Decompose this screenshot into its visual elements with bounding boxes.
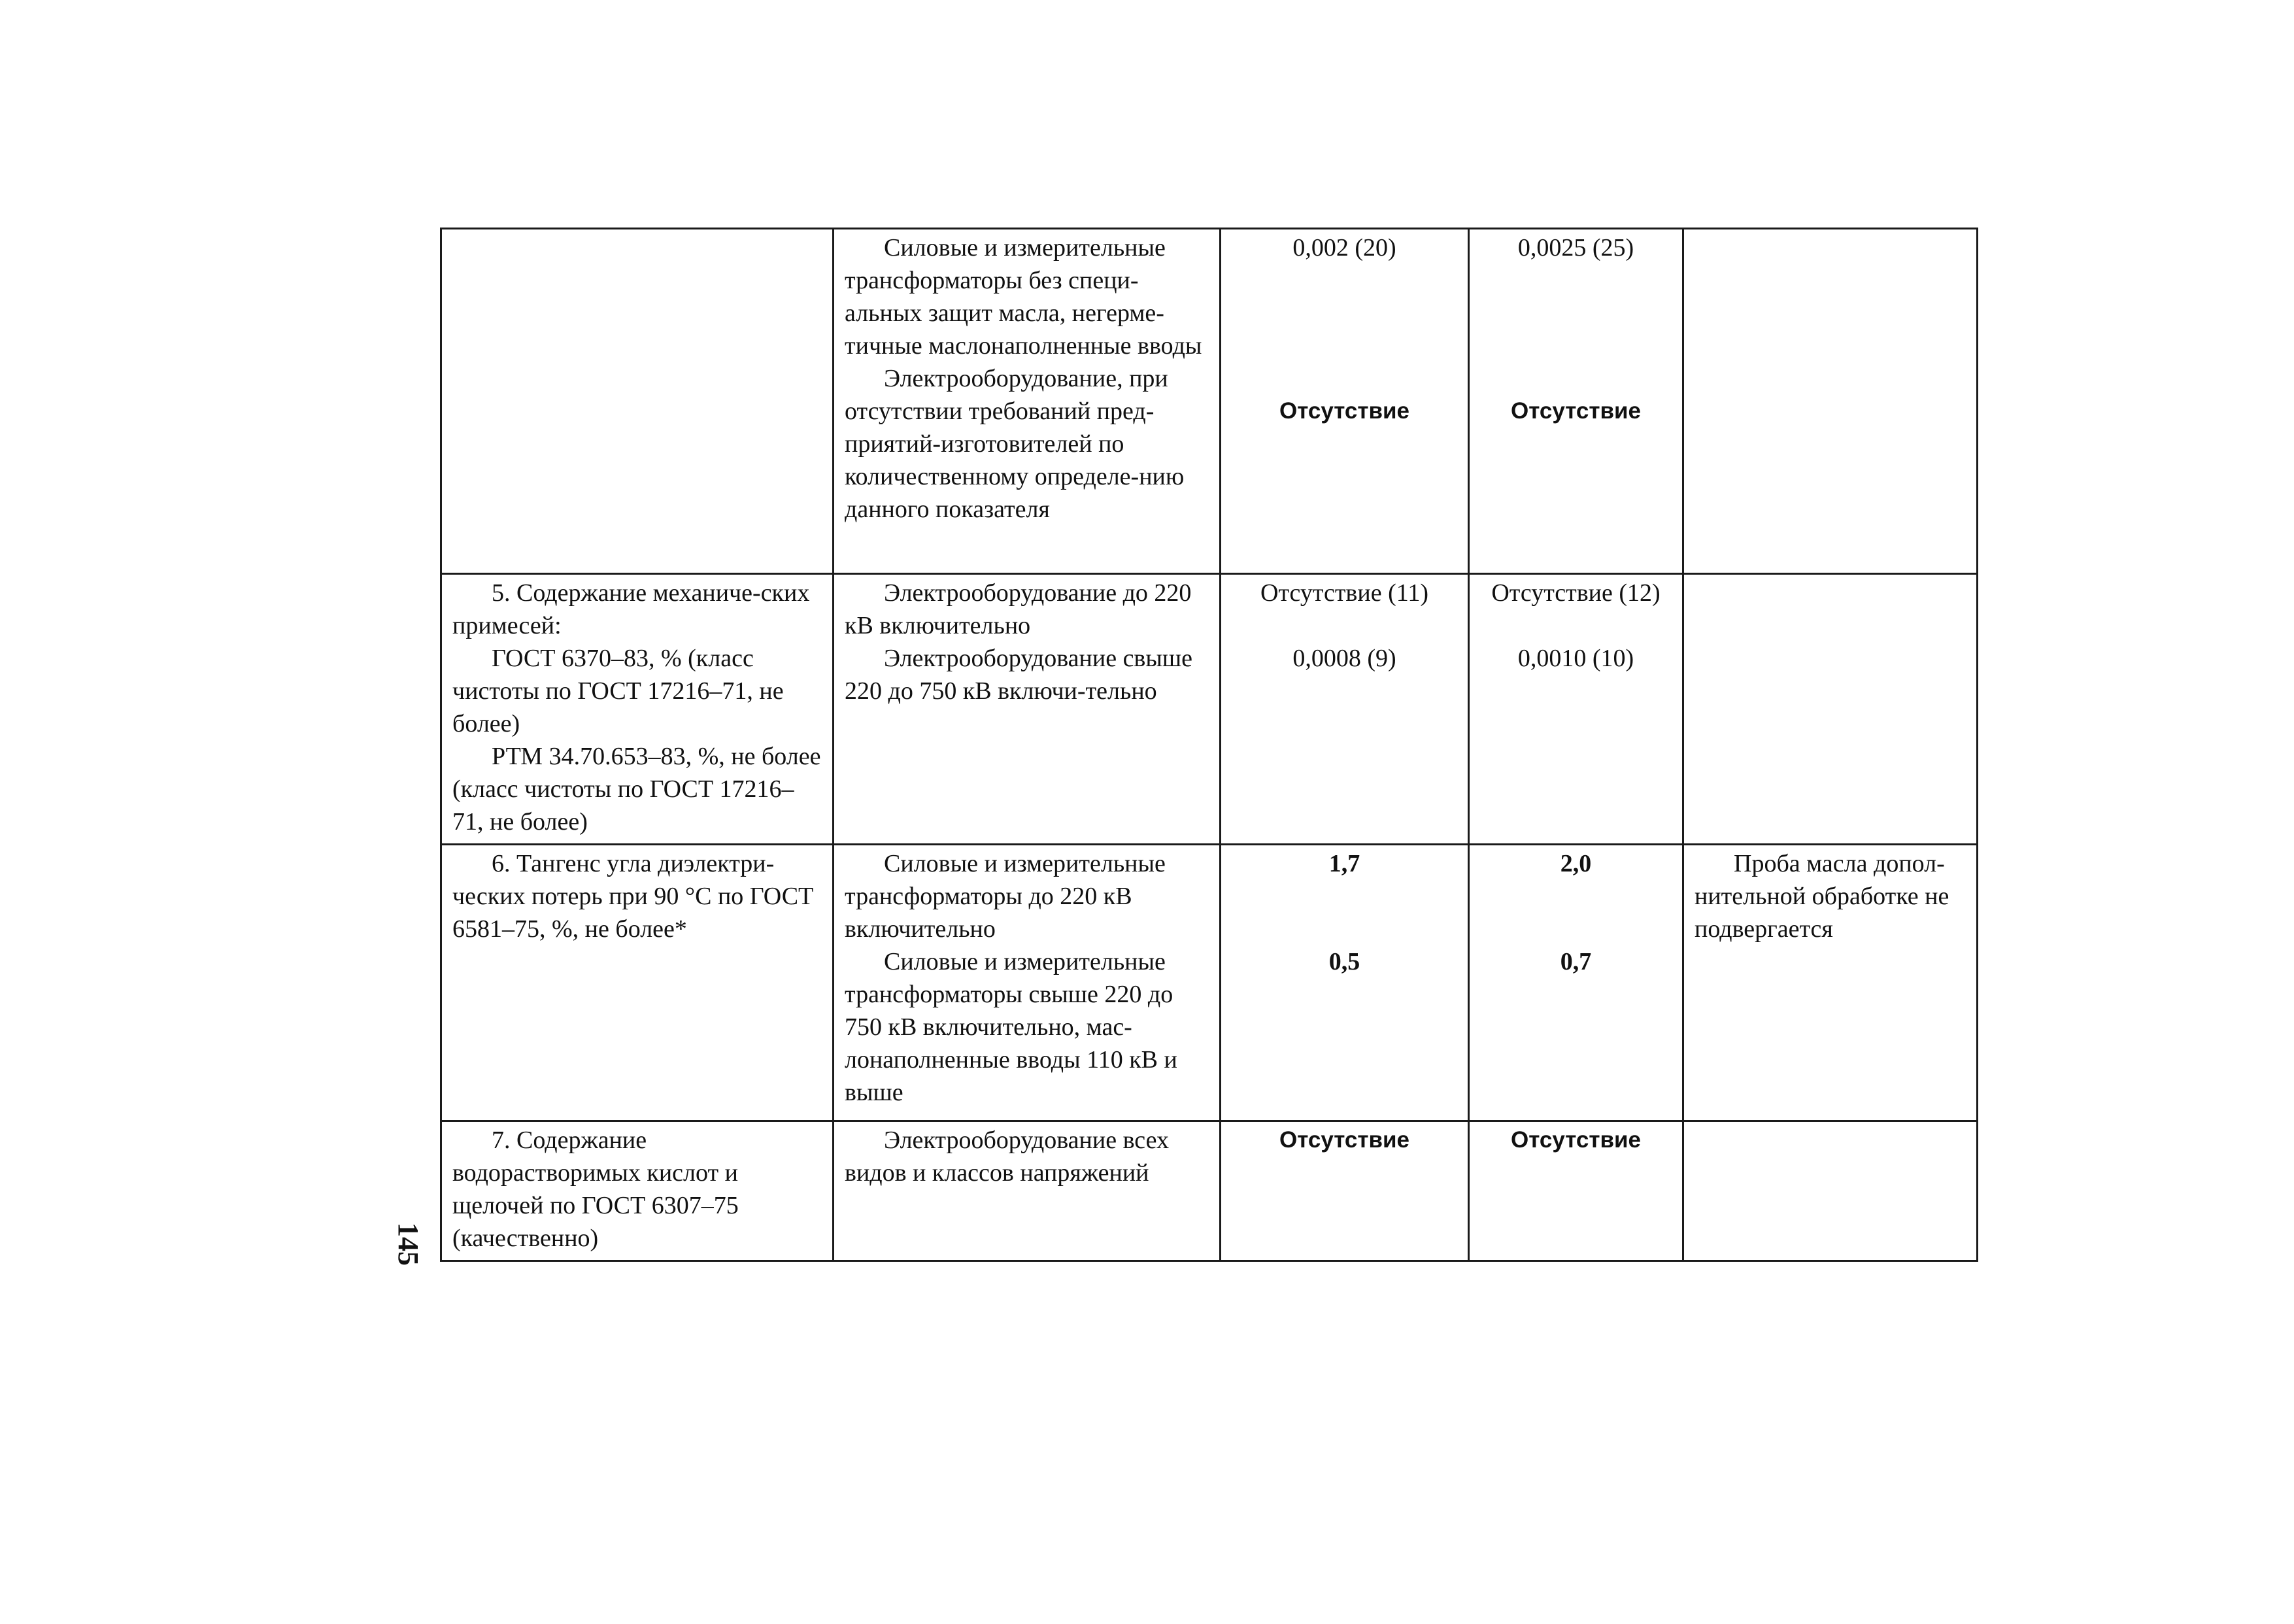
indicator-text: 7. Содержание водорастворимых кислот и щелочей по ГОСТ 6307–75 (качественно) [452,1126,739,1252]
value-text: 1,7 [1328,850,1360,877]
table-row [441,229,1978,574]
equipment-text: Электрооборудование всех видов и классов напряжений [845,1126,1169,1187]
indicator-cell [441,229,834,574]
note-text: Проба масла допол-нительной обработке не подвергается [1695,850,1949,943]
equipment-cell [834,1121,1221,1261]
value-text: Отсутствие [1279,1127,1410,1153]
value-text: 0,0025 (25) [1517,234,1634,262]
equipment-text: Силовые и измерительные трансформаторы без специ-альных защит масла, негерме-тичные маслонаполненные вводы [845,234,1202,360]
value-text: Отсутствие [1279,398,1410,424]
indicator-cell [441,1121,834,1261]
value-b-cell [1469,229,1683,574]
value-a-cell [1221,1121,1469,1261]
indicator-text: 5. Содержание механиче-ских примесей: [452,579,810,639]
equipment-text: Электрооборудование до 220 кВ включительно [845,579,1192,639]
indicator-cell [441,845,834,1121]
page-number: 145 [392,1223,424,1266]
indicator-cell [441,574,834,845]
value-text: Отсутствие [1510,1127,1642,1153]
note-cell [1683,574,1978,845]
value-text: Отсутствие [1510,398,1642,424]
equipment-cell [834,229,1221,574]
equipment-text: Силовые и измерительные трансформаторы до 220 кВ включительно [845,850,1166,943]
value-a-cell [1221,574,1469,845]
equipment-text: Электрооборудование свыше 220 до 750 кВ включи-тельно [845,645,1193,705]
value-text: Отсутствие (12) [1491,579,1661,607]
value-text: 0,0008 (9) [1292,645,1396,672]
equipment-text: Силовые и измерительные трансформаторы свыше 220 до 750 кВ включительно, мас-лонаполненные вводы 110 кВ и выше [845,948,1177,1106]
value-text: 0,7 [1560,948,1592,975]
equipment-cell [834,845,1221,1121]
indicator-text: 6. Тангенс угла диэлектри-ческих потерь при 90 °С по ГОСТ 6581–75, %, не более* [452,850,814,943]
table-row [441,1121,1978,1261]
value-text: Отсутствие (11) [1260,579,1428,607]
indicator-text: РТМ 34.70.653–83, %, не более (класс чистоты по ГОСТ 17216–71, не более) [452,743,821,836]
value-text: 0,0010 (10) [1517,645,1634,672]
value-b-cell [1469,1121,1683,1261]
equipment-text: Электрооборудование, при отсутствии требований пред-приятий-изготовителей по количественному определе-нию данного показателя [845,365,1185,523]
value-text: 0,5 [1328,948,1360,975]
table-row [441,574,1978,845]
note-cell [1683,845,1978,1121]
note-cell [1683,229,1978,574]
table-row [441,845,1978,1121]
value-b-cell [1469,574,1683,845]
value-text: 0,002 (20) [1292,234,1396,262]
note-cell [1683,1121,1978,1261]
oil-quality-table [440,228,1978,1262]
value-text: 2,0 [1560,850,1592,877]
indicator-text: ГОСТ 6370–83, % (класс чистоты по ГОСТ 17216–71, не более) [452,645,784,737]
equipment-cell [834,574,1221,845]
value-b-cell [1469,845,1683,1121]
value-a-cell [1221,229,1469,574]
value-a-cell [1221,845,1469,1121]
